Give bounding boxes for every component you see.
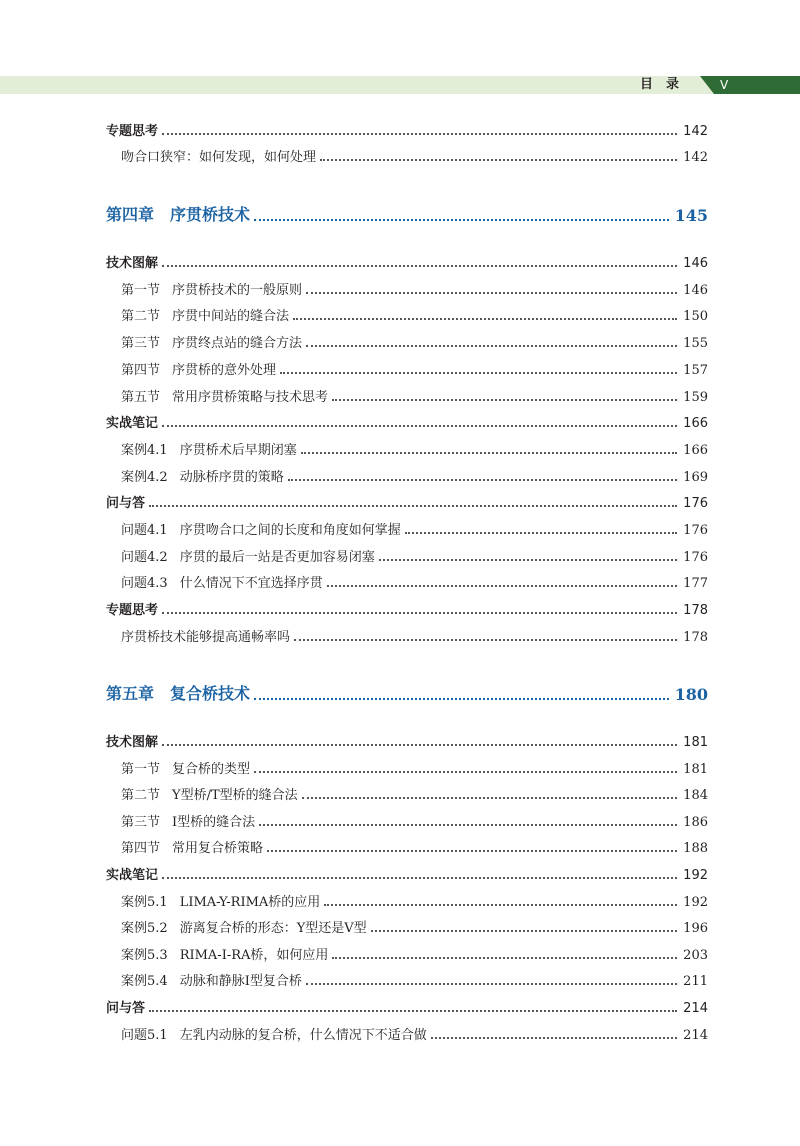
dot-leader bbox=[302, 797, 678, 799]
dot-leader bbox=[294, 639, 677, 641]
toc-entry-row[interactable] bbox=[0, 520, 800, 538]
dot-leader bbox=[162, 265, 677, 267]
toc-page-number: 166 bbox=[683, 416, 708, 432]
toc-entry-title bbox=[121, 626, 290, 645]
toc-section-row[interactable] bbox=[0, 493, 800, 511]
toc-entry-title bbox=[121, 359, 276, 378]
toc-entry-title bbox=[121, 519, 401, 538]
toc-page-number: 176 bbox=[683, 523, 708, 538]
toc-entry-label: 案例5.4 bbox=[121, 974, 168, 990]
dot-leader bbox=[254, 219, 669, 221]
chapter-heading bbox=[106, 681, 250, 704]
toc-entry-text: 游离复合桥的形态：Y型还是V型 bbox=[179, 921, 367, 937]
dot-leader bbox=[306, 345, 677, 347]
toc-page-number: 196 bbox=[683, 921, 708, 937]
toc-entry-row[interactable] bbox=[0, 547, 800, 565]
toc-page-number: 211 bbox=[683, 974, 708, 990]
toc-entry-label: 案例4.2 bbox=[121, 469, 168, 485]
toc-entry-label: 案例5.1 bbox=[121, 894, 168, 910]
toc-entry-label: 问题5.1 bbox=[121, 1027, 168, 1043]
toc-page-number: 142 bbox=[683, 150, 708, 165]
toc-entry-title bbox=[121, 891, 320, 910]
dot-leader bbox=[162, 612, 677, 614]
chapter-heading bbox=[106, 202, 250, 225]
dot-leader bbox=[254, 771, 677, 773]
dot-leader bbox=[254, 698, 669, 700]
dot-leader bbox=[149, 1010, 677, 1012]
toc-entry-text: 实战笔记 bbox=[106, 416, 159, 432]
toc-entry-row[interactable] bbox=[0, 467, 800, 485]
toc-page-number: 166 bbox=[683, 442, 708, 458]
chapter-label: 第五章 bbox=[106, 684, 155, 703]
toc-entry-label: 第五节 bbox=[121, 389, 161, 405]
toc-entry-row[interactable] bbox=[0, 333, 800, 351]
dot-leader bbox=[320, 159, 677, 161]
toc-entry-text: 吻合口狭窄：如何发现，如何处理 bbox=[121, 150, 317, 165]
header-tab bbox=[700, 76, 800, 94]
toc-entry-title bbox=[121, 837, 263, 856]
toc-entry-text: 技术图解 bbox=[106, 256, 159, 271]
toc-entry-title bbox=[121, 546, 375, 565]
chapter-label: 第四章 bbox=[106, 205, 155, 224]
toc-entry-label: 问题4.1 bbox=[121, 523, 168, 538]
toc-page-number: 192 bbox=[683, 894, 708, 910]
toc-entry-text: Y型桥/T型桥的缝合法 bbox=[172, 788, 298, 804]
toc-entry-row[interactable] bbox=[0, 573, 800, 591]
toc-entry-title bbox=[121, 146, 316, 165]
toc-entry-row[interactable] bbox=[0, 360, 800, 378]
toc-entry-title bbox=[106, 731, 158, 750]
toc-page-number: 150 bbox=[683, 309, 708, 325]
dot-leader bbox=[267, 850, 677, 852]
toc-entry-row[interactable] bbox=[0, 759, 800, 777]
toc-page-number: 186 bbox=[683, 814, 708, 830]
toc-entry-label: 问题4.2 bbox=[121, 549, 168, 565]
toc-entry-label: 第二节 bbox=[121, 788, 161, 804]
dot-leader bbox=[306, 292, 677, 294]
toc-entry-title bbox=[121, 572, 323, 591]
dot-leader bbox=[162, 877, 677, 879]
toc-entry-label: 第三节 bbox=[121, 336, 161, 352]
toc-entry-title bbox=[121, 944, 328, 963]
toc-entry-row[interactable] bbox=[0, 918, 800, 936]
dot-leader bbox=[280, 372, 677, 374]
toc-section-row[interactable] bbox=[0, 121, 800, 139]
dot-leader bbox=[332, 399, 677, 401]
toc-entry-row[interactable] bbox=[0, 812, 800, 830]
toc-page-number: 181 bbox=[683, 761, 708, 777]
toc-page-number: 178 bbox=[683, 603, 708, 619]
toc-entry-label: 案例4.1 bbox=[121, 442, 168, 458]
toc-page-number: 142 bbox=[683, 124, 708, 139]
toc-entry-text: 什么情况下不宜选择序贯 bbox=[179, 576, 323, 592]
toc-entry-row[interactable] bbox=[0, 387, 800, 405]
toc-entry-row[interactable] bbox=[0, 838, 800, 856]
toc-entry-text: 序贯桥的意外处理 bbox=[172, 362, 277, 378]
toc-entry-text: 动脉和静脉I型复合桥 bbox=[179, 974, 302, 990]
toc-page-number: 159 bbox=[683, 389, 708, 405]
header-title: 目 录 bbox=[640, 77, 680, 92]
toc-page-number: 177 bbox=[683, 576, 708, 592]
toc-entry-row[interactable] bbox=[0, 147, 800, 165]
toc-section-row[interactable] bbox=[0, 998, 800, 1016]
toc-page-number: 176 bbox=[683, 549, 708, 565]
toc-entry-text: 序贯桥术后早期闭塞 bbox=[179, 442, 297, 458]
toc-entry-label: 问题4.3 bbox=[121, 576, 168, 592]
toc-page-number: 178 bbox=[683, 629, 708, 645]
toc-entry-row[interactable] bbox=[0, 785, 800, 803]
toc-entry-label: 第四节 bbox=[121, 841, 161, 857]
toc-entry-title bbox=[106, 252, 158, 271]
toc-entry-row[interactable] bbox=[0, 440, 800, 458]
toc-entry-title bbox=[106, 864, 158, 883]
toc-section-row[interactable] bbox=[0, 413, 800, 431]
toc-entry-title bbox=[121, 305, 289, 324]
toc-section-row[interactable] bbox=[0, 732, 800, 750]
toc-entry-text: 序贯中间站的缝合法 bbox=[172, 309, 290, 325]
dot-leader bbox=[259, 824, 677, 826]
toc-entry-title bbox=[121, 917, 367, 936]
toc-entry-row[interactable] bbox=[0, 627, 800, 645]
dot-leader bbox=[431, 1037, 677, 1039]
dot-leader bbox=[324, 904, 677, 906]
dot-leader bbox=[327, 585, 677, 587]
toc-entry-title bbox=[121, 758, 250, 777]
toc-entry-text: 复合桥的类型 bbox=[172, 761, 251, 777]
dot-leader bbox=[332, 957, 677, 959]
toc-entry-text: 专题思考 bbox=[106, 124, 159, 139]
toc-entry-label: 第二节 bbox=[121, 309, 161, 325]
dot-leader bbox=[149, 505, 677, 507]
toc-page-number: 169 bbox=[683, 469, 708, 485]
chapter-title: 复合桥技术 bbox=[170, 684, 251, 703]
toc-section-row[interactable] bbox=[0, 253, 800, 271]
toc-entry-text: 常用复合桥策略 bbox=[172, 841, 264, 857]
toc-entry-text: 左乳内动脉的复合桥，什么情况下不适合做 bbox=[179, 1027, 427, 1043]
toc-entry-text: LIMA-Y-RIMA桥的应用 bbox=[179, 894, 321, 910]
dot-leader bbox=[293, 318, 677, 320]
chapter-heading-row[interactable] bbox=[0, 682, 800, 704]
toc-entry-text: 动脉桥序贯的策略 bbox=[179, 469, 284, 485]
toc-entry-title bbox=[121, 1024, 427, 1043]
toc-page-number: 184 bbox=[683, 788, 708, 804]
toc-entry-title bbox=[121, 279, 302, 298]
toc-entry-title bbox=[121, 970, 302, 989]
dot-leader bbox=[405, 532, 677, 534]
toc-entry-text: 序贯的最后一站是否更加容易闭塞 bbox=[179, 549, 375, 565]
toc-entry-title bbox=[106, 120, 158, 139]
toc-entry-text: 常用序贯桥策略与技术思考 bbox=[172, 389, 329, 405]
toc-entry-text: I型桥的缝合法 bbox=[172, 814, 256, 830]
toc-entry-title bbox=[106, 599, 158, 618]
toc-entry-text: 序贯桥技术的一般原则 bbox=[172, 282, 303, 298]
toc-entry-title bbox=[121, 332, 302, 351]
toc-page-number: 146 bbox=[683, 256, 708, 271]
toc-page-number: 214 bbox=[683, 1001, 708, 1016]
dot-leader bbox=[306, 983, 677, 985]
toc-entry-title bbox=[121, 466, 284, 485]
toc-entry-label: 第四节 bbox=[121, 362, 161, 378]
toc-entry-label: 第一节 bbox=[121, 761, 161, 777]
toc-entry-text: 序贯终点站的缝合方法 bbox=[172, 336, 303, 352]
toc-page-number: 155 bbox=[683, 336, 708, 352]
toc-entry-row[interactable] bbox=[0, 971, 800, 989]
toc-entry-label: 第三节 bbox=[121, 814, 161, 830]
toc-entry-row[interactable] bbox=[0, 306, 800, 324]
toc-section-row[interactable] bbox=[0, 600, 800, 618]
toc-entry-text: RIMA-I-RA桥，如何应用 bbox=[179, 947, 329, 963]
toc-entry-text: 序贯吻合口之间的长度和角度如何掌握 bbox=[179, 523, 401, 538]
toc-page-number: 181 bbox=[683, 735, 708, 750]
toc-page-number: 176 bbox=[683, 496, 708, 512]
toc-page-number: 214 bbox=[683, 1027, 708, 1043]
toc-page-number: 146 bbox=[683, 282, 708, 298]
toc-entry-title bbox=[106, 492, 145, 511]
dot-leader bbox=[162, 133, 677, 135]
toc-entry-title bbox=[121, 811, 255, 830]
toc-entry-text: 实战笔记 bbox=[106, 868, 159, 883]
dot-leader bbox=[162, 425, 677, 427]
toc-entry-label: 案例5.3 bbox=[121, 947, 168, 963]
toc-entry-title bbox=[106, 412, 158, 431]
toc-entry-text: 问与答 bbox=[106, 496, 146, 512]
toc-entry-row[interactable] bbox=[0, 1025, 800, 1043]
toc-entry-row[interactable] bbox=[0, 945, 800, 963]
toc-section-row[interactable] bbox=[0, 865, 800, 883]
toc-entry-title bbox=[121, 439, 297, 458]
header-band bbox=[0, 76, 800, 94]
chapter-page-number: 180 bbox=[674, 685, 708, 704]
dot-leader bbox=[301, 452, 677, 454]
dot-leader bbox=[371, 930, 678, 932]
dot-leader bbox=[162, 744, 677, 746]
toc-entry-title bbox=[106, 997, 145, 1016]
toc-page-number: 157 bbox=[683, 362, 708, 378]
chapter-page-number: 145 bbox=[674, 206, 708, 225]
dot-leader bbox=[379, 559, 677, 561]
toc-entry-text: 问与答 bbox=[106, 1001, 146, 1016]
toc-entry-text: 专题思考 bbox=[106, 603, 159, 619]
header-page-number: V bbox=[720, 78, 729, 92]
chapter-title: 序贯桥技术 bbox=[170, 205, 251, 224]
toc-page-number: 203 bbox=[683, 947, 708, 963]
toc-entry-text: 序贯桥技术能够提高通畅率吗 bbox=[121, 629, 291, 645]
toc-page-number: 192 bbox=[683, 868, 708, 883]
dot-leader bbox=[288, 479, 677, 481]
toc-entry-label: 案例5.2 bbox=[121, 921, 168, 937]
toc-entry-title bbox=[121, 784, 298, 803]
chapter-heading-row[interactable] bbox=[0, 203, 800, 225]
toc-entry-row[interactable] bbox=[0, 892, 800, 910]
toc-entry-text: 技术图解 bbox=[106, 735, 159, 750]
toc-entry-label: 第一节 bbox=[121, 282, 161, 298]
toc-page-number: 188 bbox=[683, 841, 708, 857]
toc-entry-row[interactable] bbox=[0, 280, 800, 298]
toc-entry-title bbox=[121, 386, 328, 405]
